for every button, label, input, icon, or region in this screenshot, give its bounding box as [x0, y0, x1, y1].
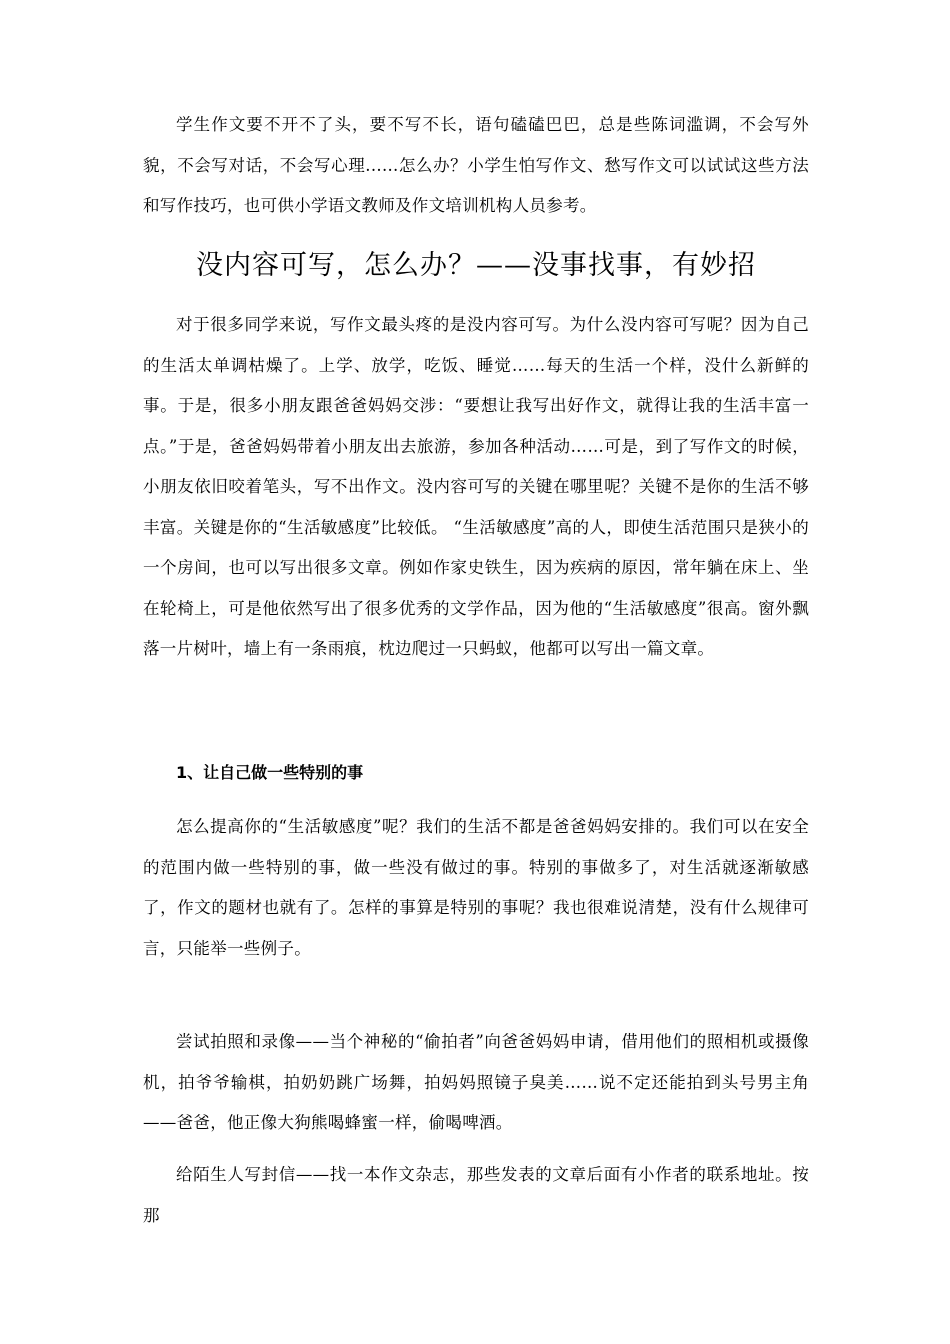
body-paragraph-4: 给陌生人写封信——找一本作文杂志，那些发表的文章后面有小作者的联系地址。按那 [143, 1165, 809, 1225]
section-heading: 1、让自己做一些特别的事 [176, 763, 364, 782]
article-title: 没内容可写，怎么办？——没事找事，有妙招 [196, 250, 756, 281]
body-paragraph-1: 对于很多同学来说，写作文最头疼的是没内容可写。为什么没内容可写呢？因为自己的生活太单调枯燥了。上学、放学，吃饭、睡觉……每天的生活一个样，没什么新鲜的事。于是，很多小朋友跟爸爸妈妈交涉：“要想让我写出好作文，就得让我的生活丰富一点。”于是，爸爸妈妈带着小朋友出去旅游，参加各种活动……可是，到了写作文的时候，小朋友依旧咬着笔头，写不出作文。没内容可写的关键在哪里呢？关键不是你的生活不够丰富。关键是你的“生活敏感度”比较低。 “生活敏感度”高的人，即使生活范围只是狭小的一个房间，也可以写出很多文章。例如作家史铁生，因为疾病的原因，常年躺在床上、坐在轮椅上，可是他依然写出了很多优秀的文学作品，因为他的“生活敏感度”很高。窗外飘落一片树叶，墙上有一条雨痕，枕边爬过一只蚂蚁，他都可以写出一篇文章。 [143, 315, 809, 658]
body-paragraph-2: 怎么提高你的“生活敏感度”呢？我们的生活不都是爸爸妈妈安排的。我们可以在安全的范围内做一些特别的事，做一些没有做过的事。特别的事做多了，对生活就逐渐敏感了，作文的题材也就有了。怎样的事算是特别的事呢？我也很难说清楚，没有什么规律可言，只能举一些例子。 [143, 817, 809, 958]
intro-paragraph: 学生作文要不开不了头，要不写不长，语句磕磕巴巴，总是些陈词滥调，不会写外貌，不会写对话，不会写心理......怎么办？小学生怕写作文、愁写作文可以试试这些方法和写作技巧，也可供小学语文教师及作文培训机构人员参考。 [143, 115, 809, 215]
body-paragraph-3: 尝试拍照和录像——当个神秘的“偷拍者”向爸爸妈妈申请，借用他们的照相机或摄像机，拍爷爷输棋，拍奶奶跳广场舞，拍妈妈照镜子臭美……说不定还能拍到头号男主角——爸爸，他正像大狗熊喝蜂蜜一样，偷喝啤酒。 [143, 1032, 809, 1132]
